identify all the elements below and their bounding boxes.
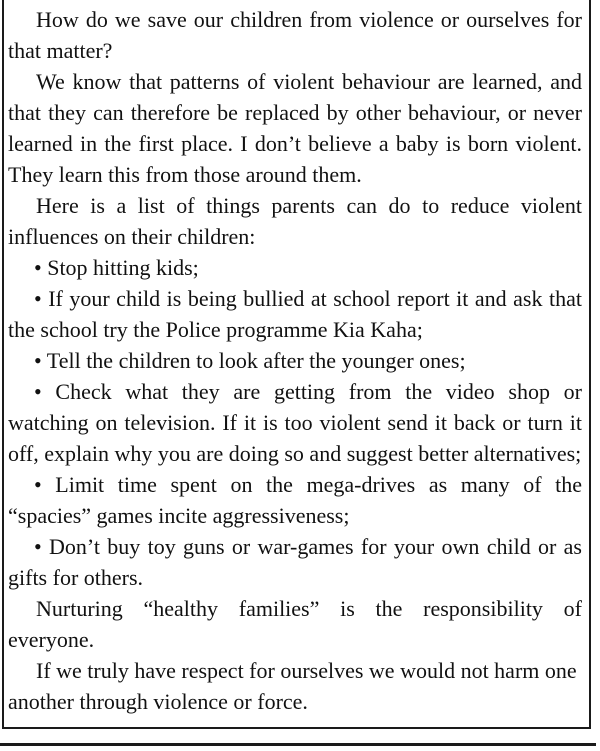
bullet-mega-drives: • Limit time spent on the mega-drives as many of the “spacies” games incite aggressiveness; [8, 472, 582, 528]
bullet-stop-hitting: • Stop hitting kids; [34, 255, 199, 280]
paragraph-learned-behaviour: We know that patterns of violent behaviour are learned, and that they can therefore be replaced by other behaviour, or never learned in the first place. I don’t believe a baby is born violent. They learn this from those around them. [8, 69, 582, 187]
bullet-toy-guns: • Don’t buy toy guns or war-games for your own child or as gifts for others. [8, 534, 582, 590]
bullet-bullying: • If your child is being bullied at school report it and ask that the school try the Police programme Kia Kaha; [8, 286, 582, 342]
paragraph-list-intro: Here is a list of things parents can do to reduce violent influences on their children: [8, 193, 582, 249]
bullet-video-shop: • Check what they are getting from the video shop or watching on television. If it is too violent send it back or turn it off, explain why you are doing so and suggest better alternatives; [8, 379, 582, 466]
bottom-rule [0, 743, 596, 746]
paragraph-respect: If we truly have respect for ourselves we would not harm one another through violence or force. [8, 658, 577, 714]
bullet-younger-ones: • Tell the children to look after the younger ones; [34, 348, 466, 373]
paragraph-intro: How do we save our children from violence or ourselves for that matter? [8, 7, 582, 63]
paragraph-healthy-families: Nurturing “healthy families” is the responsibility of everyone. [8, 596, 582, 652]
article-body [8, 4, 582, 717]
